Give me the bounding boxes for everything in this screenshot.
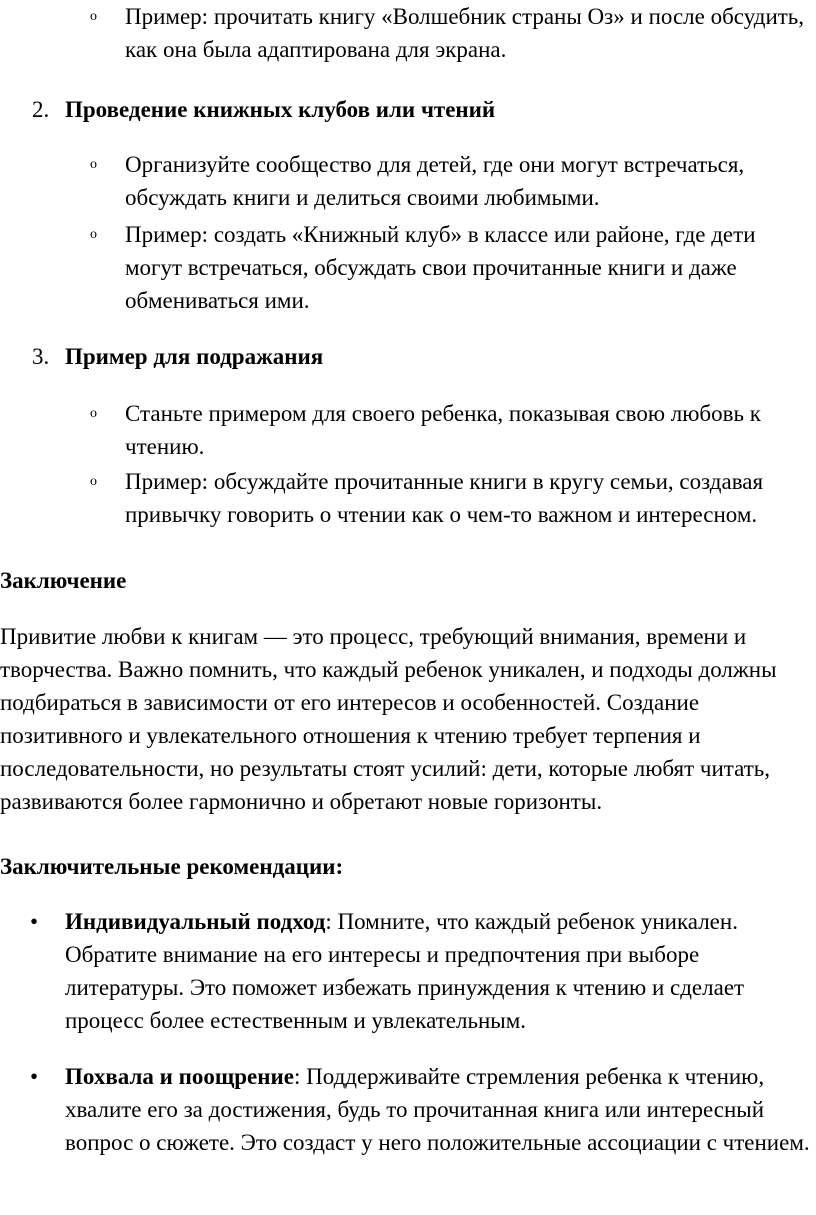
list-item <box>0 397 816 463</box>
conclusion-paragraph: Привитие любви к книгам — это процесс, требующий внимания, времени и творчества. Важно помнить, что каждый ребенок уникален, и подходы должны подбираться в зависимости от его интересов и особенностей. Создание позитивного и увлекательного отношения к чтению требует терпения и последовательности, но результаты стоят усилий: дети, которые любят читать, развиваются более гармонично и обретают новые горизонты. <box>0 624 777 814</box>
list-marker: o <box>90 406 97 421</box>
list-marker: o <box>90 227 97 242</box>
list-item-body: : Помните, что каждый ребенок уникален. Обратите внимание на его интересы и предпочтения при выборе литературы. Это поможет избежать принуждения к чтению и сделает процесс более естественным и увлекательным. <box>65 909 745 1033</box>
list-item-bold-term: Похвала и поощрение <box>65 1064 294 1089</box>
list-item-bold-term: Индивидуальный подход <box>65 909 326 934</box>
list-number: 2. <box>32 97 50 122</box>
section-title: Пример для подражания <box>65 344 324 369</box>
list-item-text: Пример: создать «Книжный клуб» в классе или районе, где дети могут встречаться, обсуждать свои прочитанные книги и даже обмениваться ими. <box>125 222 756 313</box>
list-item <box>0 0 816 66</box>
list-marker: o <box>90 474 97 489</box>
list-item-text: Пример: обсуждайте прочитанные книги в кругу семьи, создавая привычку говорить о чтении как о чем-то важном и интересном. <box>125 469 764 527</box>
section-heading: Заключение <box>0 568 127 593</box>
section-title: Проведение книжных клубов или чтений <box>65 97 496 122</box>
numbered-heading <box>0 340 816 373</box>
list-item-text <box>65 905 815 1037</box>
list-item-text <box>65 1060 815 1159</box>
list-item <box>0 148 816 214</box>
list-item-text: Станьте примером для своего ребенка, показывая свою любовь к чтению. <box>125 401 761 459</box>
section-heading: Заключительные рекомендации: <box>0 854 344 879</box>
bullet-marker: • <box>30 909 39 934</box>
list-marker: o <box>90 157 97 172</box>
list-number: 3. <box>32 344 50 369</box>
list-item-text: Пример: прочитать книгу «Волшебник страны Оз» и после обсудить, как она была адаптирована для экрана. <box>125 4 805 62</box>
list-item <box>0 1060 816 1192</box>
list-marker: o <box>90 9 97 24</box>
list-item-body: : Поддерживайте стремления ребенка к чтению, хвалите его за достижения, будь то прочитанная книга или интересный вопрос о сюжете. Это создаст у него положительные ассоциации с чтением. <box>65 1064 810 1155</box>
bullet-marker: • <box>30 1064 39 1089</box>
list-item <box>0 465 816 531</box>
list-item-text: Организуйте сообщество для детей, где они могут встречаться, обсуждать книги и делиться своими любимыми. <box>125 152 745 210</box>
list-item <box>0 905 816 1037</box>
list-item <box>0 218 816 317</box>
numbered-heading <box>0 93 816 126</box>
